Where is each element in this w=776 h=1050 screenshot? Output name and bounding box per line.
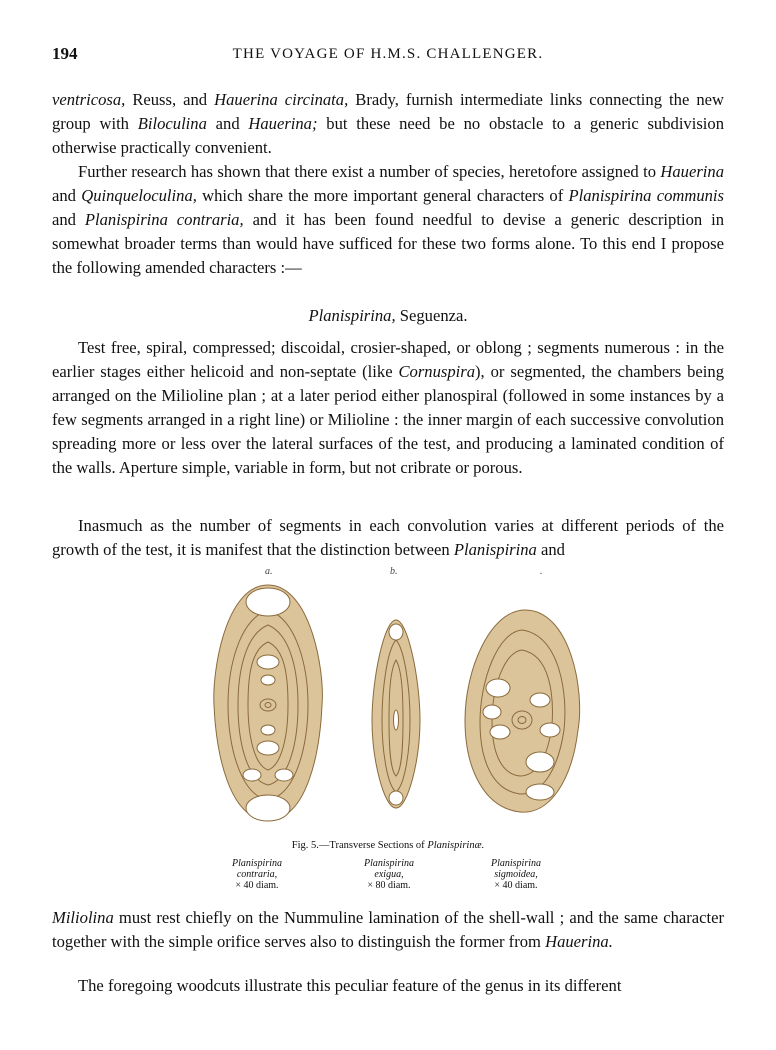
paragraph-4-block [52,514,724,562]
figure-label-a: a. [265,566,273,577]
paragraph-3: Test free, spiral, compressed; discoidal, crosier-shaped, or oblong ; segments numerous : in the earlier stages either helicoid and non-septate (like Cornuspira), or segmented, the chambers being arranged on the Milioline plan ; at a later period either planospiral (followed in some instances by a few segments arranged in a right line) or Milioline : the inner margin of each successive convolution spreading more or less over the lateral surfaces of the test, and producing a laminated condition of the walls. Aperture simple, variable in form, but not cribrate or porous. [52,338,724,477]
paragraph-6-block [52,974,724,998]
genus-hauerina: Hauerina; [248,114,318,133]
figure-subcaption-b: Planispirina exigua, × 80 diam. [363,858,414,891]
paragraph-2-block [52,160,724,280]
genus-heading [52,304,724,328]
species-ventricosa: ventricosa, [52,90,126,109]
genus-heading-name: Planispirina, [308,306,396,325]
specimen-contraria [214,585,323,820]
paragraph-continued [52,88,724,160]
paragraph-6: The foregoing woodcuts illustrate this peculiar feature of the genus in its different [78,976,622,995]
figure-label-b: b. [390,566,398,577]
paragraph-5: Miliolina must rest chiefly on the Nummuline lamination of the shell-wall ; and the same character together with the simple orifice serves also to distinguish the former from Hauerina. [52,908,724,951]
genus-heading-author: Seguenza. [395,306,468,325]
paragraph-2: Further research has shown that there exist a number of species, heretofore assigned to Hauerina and Quinqueloculina, which share the more important general characters of Planispirina communis and Planispirina contraria, and it has been found needful to devise a generic description in somewhat broader terms than would have sufficed for these two forms alone. To this end I propose the following amended characters :— [52,162,724,277]
paragraph-3-block [52,336,724,480]
genus-biloculina: Biloculina [137,114,207,133]
paragraph-1: ventricosa, Reuss, and Hauerina circinata, Brady, furnish intermediate links connecting the new group with Biloculina and Hauerina; but these need be no obstacle to a generic subdivision otherwise practically convenient. [52,90,724,157]
paragraph-5-block [52,906,724,954]
figure-illustration [200,580,600,830]
running-title: THE VOYAGE OF H.M.S. CHALLENGER. [232,46,544,62]
specimen-sigmoidea [465,610,580,812]
page-header [52,44,724,68]
figure-label-c: . [540,566,543,577]
figure-caption: Fig. 5.—Transverse Sections of Planispirinæ. [291,840,485,851]
page-number: 194 [52,44,78,63]
figure-subcaption-a: Planispirina contraria, × 40 diam. [231,858,282,891]
figure-subcaption-c: Planispirina sigmoidea, × 40 diam. [490,858,541,891]
paragraph-4: Inasmuch as the number of segments in each convolution varies at different periods of the growth of the test, it is manifest that the distinction between Planispirina and [52,516,724,559]
species-hauerina-circinata: Hauerina circinata, [214,90,349,109]
